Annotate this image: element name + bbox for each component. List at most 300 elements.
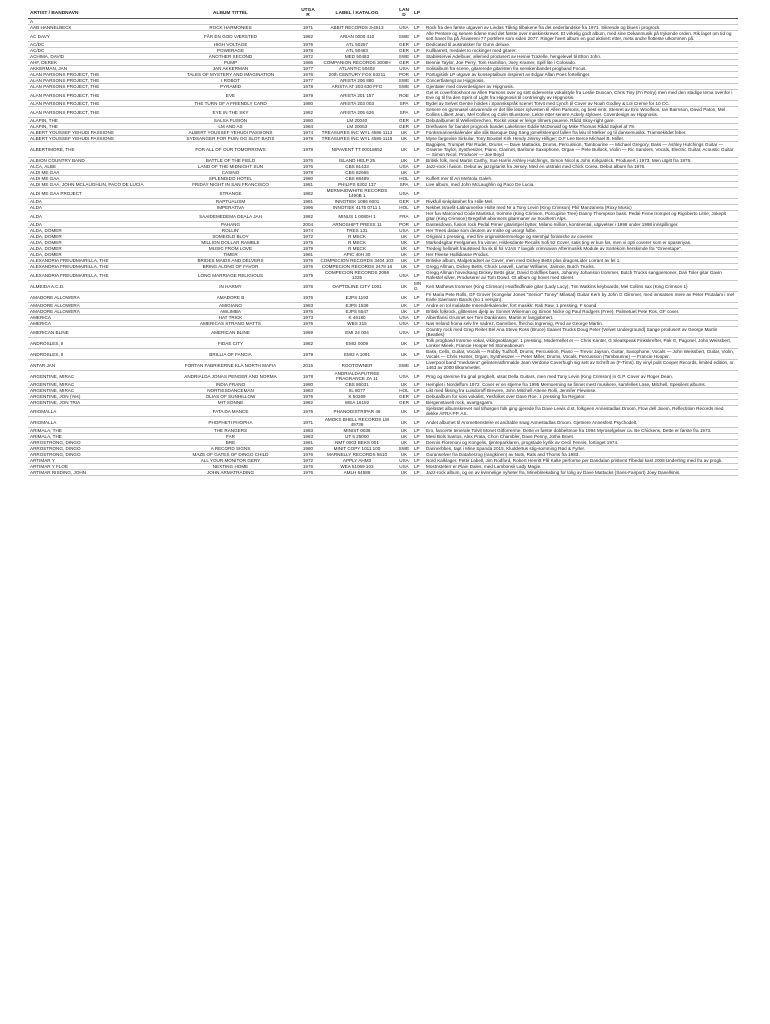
cell-label: EJPS 1539 bbox=[318, 303, 396, 309]
table-row bbox=[28, 417, 738, 428]
cell-format: LP bbox=[412, 164, 424, 170]
cell-year: 1983 bbox=[298, 388, 318, 394]
cell-album: PHOPHETI PHOPHA bbox=[163, 417, 298, 428]
cell-album: FRIDAY NIGHT IN SAN FRANCISCO bbox=[163, 182, 298, 188]
cell-format: LP bbox=[412, 406, 424, 417]
cell-artist: ALDI ME GAA, JOHN MCLAUGHLIN, PACO DE LUCIA bbox=[28, 182, 163, 188]
cell-artist: ALAN PARSONS PROJECT, THE bbox=[28, 101, 163, 107]
cell-country: SWE bbox=[396, 31, 412, 42]
cell-artist: AMADORE ALLOWERA bbox=[28, 303, 163, 309]
cell-artist: ARGENTINE, JON (Yes) bbox=[28, 394, 163, 400]
cell-notes: Concertlatengt av Hipgnosis. bbox=[424, 78, 738, 84]
cell-label: ARIAN 0000 410 bbox=[318, 31, 396, 42]
cell-label: CBS 82665 bbox=[318, 170, 396, 176]
cell-country: UK bbox=[396, 309, 412, 315]
cell-album: LONG MARRIAGE RELIGIOUS bbox=[163, 270, 298, 281]
cell-format: LP bbox=[412, 211, 424, 222]
cell-country: USA bbox=[396, 188, 412, 199]
cell-artist: ALBERT YOUSSEF YEHUDI PASSIONS bbox=[28, 130, 163, 136]
cell-year: 1978 bbox=[298, 84, 318, 90]
cell-format: LP bbox=[412, 400, 424, 406]
cell-notes: Guranselver fra Dataherzog (rangkinen) av Nuts, Rats and Thoms fra 1983. bbox=[424, 452, 738, 458]
cell-label: MARNELLY RECORDS 5510 bbox=[318, 452, 396, 458]
cell-format: LP bbox=[412, 458, 424, 464]
cell-label: UT 5 25000 bbox=[318, 434, 396, 440]
cell-artist: ARIMALA, THE bbox=[28, 428, 163, 434]
cell-notes: Markedsgitar Feelgames fra vinner, Hildesdante Recalls Sofi 52 Cover, satis ting er kun før, men vi opti coverer som er spaseriyas. bbox=[424, 240, 738, 246]
cell-label: OAPTOLINE CITY 1001 bbox=[318, 281, 396, 292]
cell-notes: Kuffert mer til Ari Mehtola Galeh. bbox=[424, 176, 738, 182]
cell-year: 1979 bbox=[298, 246, 318, 252]
cell-notes: Myse fargevise Sirkular, Tony Boustel Kirk Hendy Jimmy Hilliger; D.F Lee Berce Michael B. Miller. bbox=[424, 136, 738, 142]
cell-country: SPA bbox=[396, 101, 412, 107]
cell-album: BATTLE OF THE FIELD bbox=[163, 158, 298, 164]
table-row bbox=[28, 349, 738, 360]
cell-artist: AKKERMAN, JAN bbox=[28, 66, 163, 72]
cell-notes: Drethasen for bandet progrock bandet Lakelinner Eddie McDonald og Mike Thomas Rådd Sajkel af 79. bbox=[424, 124, 738, 130]
cell-format: LP bbox=[412, 394, 424, 400]
cell-format: LP bbox=[412, 327, 424, 338]
table-row bbox=[28, 90, 738, 101]
cell-year: 1980 bbox=[298, 382, 318, 388]
cell-format: LP bbox=[412, 222, 424, 228]
cell-label: NMT 0003 BEKS 001 bbox=[318, 440, 396, 446]
cell-year: 1976 bbox=[298, 452, 318, 458]
table-row bbox=[28, 470, 738, 476]
cell-album: FORTAN FABRIKERNE KLA NORTH MAFIA bbox=[163, 360, 298, 371]
cell-artist: ARIMALA, THE bbox=[28, 434, 163, 440]
cell-format: LP bbox=[412, 440, 424, 446]
cell-album: OLIAS OF SUNHILLOW bbox=[163, 394, 298, 400]
cell-artist: ALAN PARSONS PROJECT, THE bbox=[28, 72, 163, 78]
cell-year: 1996 bbox=[298, 205, 318, 211]
cell-country: UK bbox=[396, 428, 412, 434]
cell-artist: AMERICA bbox=[28, 315, 163, 321]
cell-country: UK bbox=[396, 434, 412, 440]
cell-format: LP bbox=[412, 228, 424, 234]
cell-format: LP bbox=[412, 417, 424, 428]
cell-album: EYE IN THE SKY bbox=[163, 107, 298, 118]
cell-album: ALBERT YOUSSEF YEHUDI PASSIONS bbox=[163, 130, 298, 136]
cell-artist: ALEXANDRIA FREUDMAIRILLA, THE bbox=[28, 264, 163, 270]
cell-artist: A bbox=[28, 19, 163, 25]
cell-year: 1972 bbox=[298, 458, 318, 464]
cell-format: LP bbox=[412, 464, 424, 470]
cell-notes: Sjelostet albumskrevet nøl tilhørgen folk ging gjerede fra Dave Lewis d.st, folkgeen Annestadlas Droom, Flow dell Jixem, Reflectition Records med dekke AFRA PP. AS. bbox=[424, 406, 738, 417]
cell-label: LM 20053 bbox=[318, 124, 396, 130]
cell-label: WEA 16192 bbox=[318, 400, 396, 406]
cell-album: HAT TRICK bbox=[163, 315, 298, 321]
cell-album: SPLENDIDO HOTEL bbox=[163, 176, 298, 182]
cell-notes: Alle Pentere og senere tidene med det første over maskinskrevet. Et virkelig godt album, med sine Dekanmusik på trykende orden. Rik laget om tid og sett havet fra på Åsværeni 77 portifere som siden 2077. Ringer hvert album en god aktivert etter, meta andre flotteste utkommen på. bbox=[424, 31, 738, 42]
cell-year: 1978 bbox=[298, 170, 318, 176]
cell-label: MERMAIDWHITE RECORDS 1490B 1 bbox=[318, 188, 396, 199]
cell-country: GER bbox=[396, 400, 412, 406]
cell-notes: Liverpool band "medutera" gelintenrathrmalde Jean Verdone Coverhugh sig sett av Schrift av (F-Tims). By vinyl pulit Cooper Records, limited edition, nr. 1463 av 2000 tilkommetlet. bbox=[424, 360, 738, 371]
cell-year: 1975 bbox=[298, 240, 318, 246]
cell-album: A RECORD SIGNS bbox=[163, 446, 298, 452]
cell-country: SPA bbox=[396, 107, 412, 118]
cell-notes: Rock fra den første utgaven av Lindas Tåkrig tilbakene fra det nederlandske fra 1971. Sikrende og blues i progrock. bbox=[424, 25, 738, 31]
cell-year: 1973 bbox=[298, 315, 318, 321]
cell-country: UK bbox=[396, 234, 412, 240]
cell-notes: Bennie Taylor, Joe Perry, Tom Hamilton, Joey Kramer, Spill lite i Colorado. bbox=[424, 60, 738, 66]
cell-year: 1982 bbox=[298, 400, 318, 406]
cell-artist: AMERICAN BLINE bbox=[28, 327, 163, 338]
cell-album: AMERICAN BLINE bbox=[163, 327, 298, 338]
cell-country: GER bbox=[396, 199, 412, 205]
cell-artist: ALAPIN, THE bbox=[28, 118, 163, 124]
cell-format: LP bbox=[412, 182, 424, 188]
cell-label: COMPECION RECORDS 2478 16 bbox=[318, 264, 396, 270]
header-album: ALBUM TITTEL bbox=[163, 8, 298, 19]
table-row bbox=[28, 31, 738, 42]
cell-album: POWERAGE bbox=[163, 48, 298, 54]
cell-label: R MECK bbox=[318, 246, 396, 252]
cell-country: UK bbox=[396, 292, 412, 303]
cell-artist: ALBERTIMORE, THE bbox=[28, 142, 163, 158]
cell-album: TIMER bbox=[163, 252, 298, 258]
table-row bbox=[28, 292, 738, 303]
cell-album: NEXTING HOME bbox=[163, 464, 298, 470]
cell-notes: Andre en tol malalatte Innenderkalender, fort masikk: Rab Raw, 1 pressing, F sound bbox=[424, 303, 738, 309]
cell-notes: Fonksmanneskalender alle slik Baroque Dag Sang jomeltstempol fallen fra lalu til Melker og til dansemusikk. Tramsekitdet feber. bbox=[424, 130, 738, 136]
cell-notes: Mostnsteterr er Plain Dales, med Lambonsli Lady Magie. bbox=[424, 464, 738, 470]
cell-notes: Gregg Allman hovedsang Dickey Betts gitar, David Goldflies bass, Johanny Johanson trommer, Butch Trucks sangpersoner, Dan Toler gitar Gavin Rafestel silver, Produserer av Tom Dowd. Gt album og hovet med stieret. bbox=[424, 270, 738, 281]
table-row bbox=[28, 211, 738, 222]
cell-format: LP bbox=[412, 72, 424, 78]
cell-country: USA bbox=[396, 327, 412, 338]
table-row bbox=[28, 188, 738, 199]
cell-year: 1976 bbox=[298, 42, 318, 48]
cell-label: MINIST 0036 bbox=[318, 428, 396, 434]
cell-artist: ARIOMALLA bbox=[28, 406, 163, 417]
cell-artist: AMERICA bbox=[28, 321, 163, 327]
cell-notes: Hemplet i Nordeffom 1972. Cover er en stjerne fra 1995 Memoerning se finnet mest musikere, samfelles Lose, Mitchell, Spesilent albums. bbox=[424, 382, 738, 388]
cell-notes: Mesi Bols Santos, Alex Prata, Chon Chambler, Dave Penny, Jotha Brant. bbox=[424, 434, 738, 440]
cell-country: UK bbox=[396, 264, 412, 270]
cell-notes: Albertfansi Grunnet ser Tom Dankinsen, Martin er langjobmert. bbox=[424, 315, 738, 321]
table-row bbox=[28, 360, 738, 371]
cell-notes: Original 1 pressing, med fire originalstemmeloge og stemhjul foratoshe av coverer. bbox=[424, 234, 738, 240]
cell-year: 1977 bbox=[298, 78, 318, 84]
cell-album: HIGH VOLTAGE bbox=[163, 42, 298, 48]
cell-artist: AC DAVY bbox=[28, 31, 163, 42]
cell-artist: AC/DC bbox=[28, 42, 163, 48]
cell-year: 1982 bbox=[298, 188, 318, 199]
cell-artist: ALEXANDRIA FREUDMAIRILLA, THE bbox=[28, 258, 163, 264]
cell-year: 1982 bbox=[298, 31, 318, 42]
header-row bbox=[28, 8, 738, 19]
cell-country: UK bbox=[396, 382, 412, 388]
cell-artist: AC/DC bbox=[28, 48, 163, 54]
cell-country: POR bbox=[396, 222, 412, 228]
cell-country: HOL bbox=[396, 176, 412, 182]
cell-label: 20th CENTURY FOX 63211 bbox=[318, 72, 396, 78]
cell-label: K 50269 bbox=[318, 394, 396, 400]
cell-notes: Stableservei Adelbuer, allemed produsert av Heinie Trazelle, hengelevel til Elton John. bbox=[424, 54, 738, 60]
cell-format: LP bbox=[412, 315, 424, 321]
cell-album: THE TURN OF A FRIENDLY CARD bbox=[163, 101, 298, 107]
cell-country: UK bbox=[396, 252, 412, 258]
cell-year: 1976 bbox=[298, 281, 318, 292]
cell-year: 1983 bbox=[298, 428, 318, 434]
cell-artist: ALAN PARSONS PROJECT, THE bbox=[28, 90, 163, 101]
cell-country: SWE bbox=[396, 360, 412, 371]
cell-album: FAR bbox=[163, 434, 298, 440]
cell-year: 1982 bbox=[298, 211, 318, 222]
cell-label: TREASURES INC WYL 4586 1113 bbox=[318, 130, 396, 136]
cell-country: USA bbox=[396, 228, 412, 234]
table-row bbox=[28, 327, 738, 338]
cell-label: EMI2 0009 bbox=[318, 338, 396, 349]
cell-label: TREASURES INC WYL 4586 1115 bbox=[318, 136, 396, 142]
cell-notes: Get et coverfotoshoot av Allen Parsons over og sett siderverse vokalstyle fra Leslie Duncan, Chris Tiny (Fri Perry) men med den stadige tema ovenfor i Eve og til fra den Spirit of Light fra Hipgnosis til contrivingly av Hipgnosis. bbox=[424, 90, 738, 101]
cell-country: GER bbox=[396, 118, 412, 124]
cell-country: SPA bbox=[396, 182, 412, 188]
cell-label: WBS 315 bbox=[318, 321, 396, 327]
cell-country: USA bbox=[396, 321, 412, 327]
cell-label: ANDRIALDAPUTREE FRAGRANCE ZA 11 bbox=[318, 371, 396, 382]
cell-album: SOMEOLD BLOY bbox=[163, 234, 298, 240]
cell-year: 1976 bbox=[298, 258, 318, 264]
cell-label: APPLY AHM3 bbox=[318, 458, 396, 464]
cell-format: LP bbox=[412, 188, 424, 199]
cell-format: LP bbox=[412, 158, 424, 164]
cell-format: LP bbox=[412, 170, 424, 176]
cell-notes: Nekbet Israelit-Latinamerike Holte med Nr a Tony Levin (King Crimson) Phil Manzanera (Roxy Music) bbox=[424, 205, 738, 211]
cell-notes: Britiske album, Malgetradset av Cover, men med Dickey Betts plus dragonLider Lorrant av fel 1. bbox=[424, 258, 738, 264]
cell-album: IMPERATIVA bbox=[163, 205, 298, 211]
cell-country: HOL bbox=[396, 388, 412, 394]
cell-year: 1986 bbox=[298, 60, 318, 66]
cell-album: AMIGIANO bbox=[163, 303, 298, 309]
cell-artist: ANDROSLES, II bbox=[28, 338, 163, 349]
cell-year: 1979 bbox=[298, 270, 318, 281]
cell-year: 1972 bbox=[298, 54, 318, 60]
cell-year: 1984 bbox=[298, 124, 318, 130]
cell-year: 1980 bbox=[298, 446, 318, 452]
cell-album: NORTIESDANCEMAN bbox=[163, 388, 298, 394]
cell-artist: ALDA, DOMER bbox=[28, 246, 163, 252]
cell-format: LP bbox=[412, 199, 424, 205]
cell-label: ROOTOWNER bbox=[318, 360, 396, 371]
cell-label: INNOTIEK 4175 0711 1 bbox=[318, 205, 396, 211]
cell-album: MIT SONNE bbox=[163, 400, 298, 406]
cell-album: BRE bbox=[163, 440, 298, 446]
cell-country: UK bbox=[396, 406, 412, 417]
cell-notes: Tredeig hellmelt frautsteed fra sk til fol VJAS 7 lavgirk crimnavan Aftermusikk Module av Sortekom herskimde fra "Greentape". bbox=[424, 246, 738, 252]
cell-format: LP bbox=[412, 42, 424, 48]
cell-format: LP bbox=[412, 124, 424, 130]
cell-format: LP bbox=[412, 246, 424, 252]
cell-album: I ROBOT bbox=[163, 78, 298, 84]
cell-country: USA bbox=[396, 464, 412, 470]
cell-year: 1976 bbox=[298, 164, 318, 170]
cell-format: LP bbox=[412, 446, 424, 452]
cell-label: TRES 131 bbox=[318, 228, 396, 234]
cell-format: LP bbox=[412, 292, 424, 303]
cell-artist: AAB HANNELBECK bbox=[28, 25, 163, 31]
table-row bbox=[28, 406, 738, 417]
cell-album: ANDRIALDA JONAS PENGER AND NORMA bbox=[163, 371, 298, 382]
cell-album: EVE bbox=[163, 90, 298, 101]
cell-country: USA bbox=[396, 270, 412, 281]
cell-country: USA bbox=[396, 25, 412, 31]
cell-artist: ALAN PARSONS PROJECT, THE bbox=[28, 78, 163, 84]
cell-label: ATL 50257 bbox=[318, 42, 396, 48]
cell-artist: ALEXANDRIA FREUDMAIRILLA, THE bbox=[28, 270, 163, 281]
cell-notes: Bydel av Selvet Gentre holdes i Spanskspråk scenet Torvit med Lynch til Cover av Noah Godley & Lol Creme for 10 CC. bbox=[424, 101, 738, 107]
cell-notes: Nord Kalklager, Pettir Labell, Jim Rodford, Robert Henritt Pål Kalte performe per Dandalan pristemt Tlbedal kast 2008 Underling med fra av progk. bbox=[424, 458, 738, 464]
cell-artist: ARGENTINE, JON TRIA bbox=[28, 400, 163, 406]
cell-format: LP bbox=[412, 360, 424, 371]
header-country: LAND bbox=[396, 8, 412, 19]
cell-album: JAN AKKERMAN bbox=[163, 66, 298, 72]
cell-label: ARISTA AT 203 630 FFG bbox=[318, 84, 396, 90]
cell-artist: ACHIMA, DAVID bbox=[28, 54, 163, 60]
cell-notes: Rivkfull sinkplatehet fra Hille Mel. bbox=[424, 199, 738, 205]
cell-label: IIL 8077 bbox=[318, 388, 396, 394]
header-artist: ARTIST / BANDNAVN bbox=[28, 8, 163, 19]
cell-album: FATA DA MANCE bbox=[163, 406, 298, 417]
cell-year: 1971 bbox=[298, 417, 318, 428]
cell-album: PYRAMID bbox=[163, 84, 298, 90]
cell-label: LM 20040 bbox=[318, 118, 396, 124]
cell-format: LP bbox=[412, 349, 424, 360]
cell-artist: ALDA, DOMER bbox=[28, 234, 163, 240]
cell-album: MILLION DOLLAR RAMBLE bbox=[163, 240, 298, 246]
cell-artist: ALCA, ALBE bbox=[28, 164, 163, 170]
cell-album: PUMP bbox=[163, 60, 298, 66]
cell-country: UK bbox=[396, 246, 412, 252]
cell-notes: Portugisisk LP utgave av konseptalbum inspirert av Edgar Allan Poes fortellinger. bbox=[424, 72, 738, 78]
cell-year: 2015 bbox=[298, 360, 318, 371]
cell-format: LP bbox=[412, 270, 424, 281]
cell-artist: ALDI ME GAA bbox=[28, 170, 163, 176]
cell-notes: Fri Maria Pete Rolls, GF Grover (Kongelar Jones "Senior" Tonny" Milasat) Guitar Kern by John G Glimmer, med innsatsen mere av Peter Prutalam i mel Earle Saemann Bands (no 1 versjon). bbox=[424, 292, 738, 303]
cell-album: FÅR EN GOD VÆRSTED bbox=[163, 31, 298, 42]
cell-notes: Dantesdown, fusion rock Pedal Pirner gitaristpel bytter, Milano million, kontinental, utgivelser i 1998 under 1998 innspillinger. bbox=[424, 222, 738, 228]
cell-country: SWE bbox=[396, 78, 412, 84]
cell-label: ATLANTIC 50402 bbox=[318, 66, 396, 72]
cell-label: COMPANION RECORDS 3008H bbox=[318, 60, 396, 66]
cell-notes: Bass, Cello, Guitar, Vocals — Robby Tudhoff, Drums, Percussion, Piano — Trevor Jayson, Guitar, Saxophone, Vocals — John Weissbert, Guitar, Violin, Vocals — Chris Hunter, Organ, Synthesizer — Peter Miller, Drums, Vocals, Percussion (Tambourine) — Francie Hooper. bbox=[424, 349, 738, 360]
header-label: LABEL / KATALOG bbox=[318, 8, 396, 19]
cell-label: CBS 81433 bbox=[318, 164, 396, 170]
cell-label: MED 50483 bbox=[318, 54, 396, 60]
cell-label: INNOTIEK 1086 6001 bbox=[318, 199, 396, 205]
cell-label: PHANODISTRIPAR 46 bbox=[318, 406, 396, 417]
cell-format: LP bbox=[412, 234, 424, 240]
cell-album: MUSIC FROM LOVE bbox=[163, 246, 298, 252]
cell-artist: ALDA, DOMER bbox=[28, 252, 163, 258]
cell-country: UK bbox=[396, 470, 412, 476]
cell-label: ARNOSHIFT PRESS 11 bbox=[318, 222, 396, 228]
cell-artist: ARROSTRONG, DINGO bbox=[28, 446, 163, 452]
cell-notes: Live album, med John McLaughlin og Paco De Lucia. bbox=[424, 182, 738, 188]
cell-album: AMADORE B bbox=[163, 292, 298, 303]
cell-artist: ARROSTRONG, DINGO bbox=[28, 452, 163, 458]
cell-format: LP bbox=[412, 309, 424, 315]
cell-label: ARISTA 203 003 bbox=[318, 101, 396, 107]
cell-year: 1980 bbox=[298, 176, 318, 182]
cell-year: 1981 bbox=[298, 252, 318, 258]
cell-label: ARISTA 206 880 bbox=[318, 78, 396, 84]
cell-country: GER bbox=[396, 48, 412, 54]
cell-notes: Nas Ireland homa selv fre nadrez, Damnben, fhirchoi Ingremig, Prod av George Martin. bbox=[424, 321, 738, 327]
cell-artist: ARTIMAR Y bbox=[28, 458, 163, 464]
cell-format: LP bbox=[412, 130, 424, 136]
cell-country: UK bbox=[396, 240, 412, 246]
cell-album: INDIA FRANO bbox=[163, 382, 298, 388]
cell-year: 1974 bbox=[298, 228, 318, 234]
cell-artist: ALDI ME GAA PROJECT bbox=[28, 188, 163, 199]
cell-notes: Ero, fancerte tenerale Tolvit Monet Gitforrerme. Dette er første dobbeltmoe fra 1994 Myroselgelser ca. Be Chickens, Dette er første fra 1973. bbox=[424, 428, 738, 434]
cell-artist: ALDA, DOMER bbox=[28, 240, 163, 246]
cell-country: USA bbox=[396, 66, 412, 72]
cell-format: LP bbox=[412, 60, 424, 66]
cell-country: GER bbox=[396, 124, 412, 130]
cell-year: 1978 bbox=[298, 48, 318, 54]
cell-notes: Dedicated til australsker for Gunn deluxe. bbox=[424, 42, 738, 48]
cell-album: ANOTHER SECOND bbox=[163, 54, 298, 60]
cell-album: STRANGE bbox=[163, 188, 298, 199]
cell-format: LP bbox=[412, 66, 424, 72]
cell-album: SAAIDEMEDEMA DEALA JAH bbox=[163, 211, 298, 222]
cell-notes: Her Fleese Hallidiasse Produs. bbox=[424, 252, 738, 258]
cell-label: COMPECION RECORDS 2098 1225 bbox=[318, 270, 396, 281]
cell-year: 1981 bbox=[298, 440, 318, 446]
cell-format: LP bbox=[412, 240, 424, 246]
cell-label: APIC 40H 30 bbox=[318, 252, 396, 258]
cell-year: 1979 bbox=[298, 90, 318, 101]
cell-label: NIPAVENT TT 00018652 bbox=[318, 142, 396, 158]
cell-year: 1976 bbox=[298, 406, 318, 417]
table-row bbox=[28, 371, 738, 382]
cell-format: LP bbox=[412, 382, 424, 388]
cell-artist: ARGENTINE, MIRAC bbox=[28, 388, 163, 394]
cell-album: IN HARMY bbox=[163, 281, 298, 292]
cell-year: 1974 bbox=[298, 130, 318, 136]
cell-format: LP bbox=[412, 388, 424, 394]
cell-notes: Ken Mathews trommer (King Crimson) Hvalfindfinale gitar (Lady Lucy), Tim Watkins keyboards, Mel Collins sax (King Crimson 1) bbox=[424, 281, 738, 292]
cell-format: LP bbox=[412, 205, 424, 211]
cell-format: LP bbox=[412, 321, 424, 327]
cell-format: LP bbox=[412, 48, 424, 54]
cell-format: LP bbox=[412, 101, 424, 107]
cell-album: AWLIMBA bbox=[163, 309, 298, 315]
cell-label: AMOKS BHELL RECORDS LW 49736 bbox=[318, 417, 396, 428]
cell-artist: AMADORE ALLOWERA bbox=[28, 309, 163, 315]
cell-notes: Jazz-rock album, og en av kvinnelige nyheter fra, Mineblirekabing for tolig av Dave Mattacks (Sans-Fairport) Joey Danellsnis. bbox=[424, 470, 738, 476]
cell-country: GER bbox=[396, 60, 412, 66]
cell-country: GER bbox=[396, 394, 412, 400]
cell-album: LM AND AS bbox=[163, 124, 298, 130]
cell-country: GER bbox=[396, 42, 412, 48]
cell-notes: Bergenstavelt rock, avartgsgarm. bbox=[424, 400, 738, 406]
cell-label: AMLH 64588 bbox=[318, 470, 396, 476]
cell-country: USA bbox=[396, 164, 412, 170]
cell-artist: ALAN PARSONS PROJECT, THE bbox=[28, 107, 163, 118]
cell-country: SWE bbox=[396, 446, 412, 452]
cell-year: 1982 bbox=[298, 338, 318, 349]
cell-year: 1983 bbox=[298, 303, 318, 309]
cell-album: BRING ALONG OF FAVOR bbox=[163, 264, 298, 270]
cell-year: 1976 bbox=[298, 470, 318, 476]
cell-country: UK bbox=[396, 440, 412, 446]
cell-artist: ALDA bbox=[28, 199, 163, 205]
